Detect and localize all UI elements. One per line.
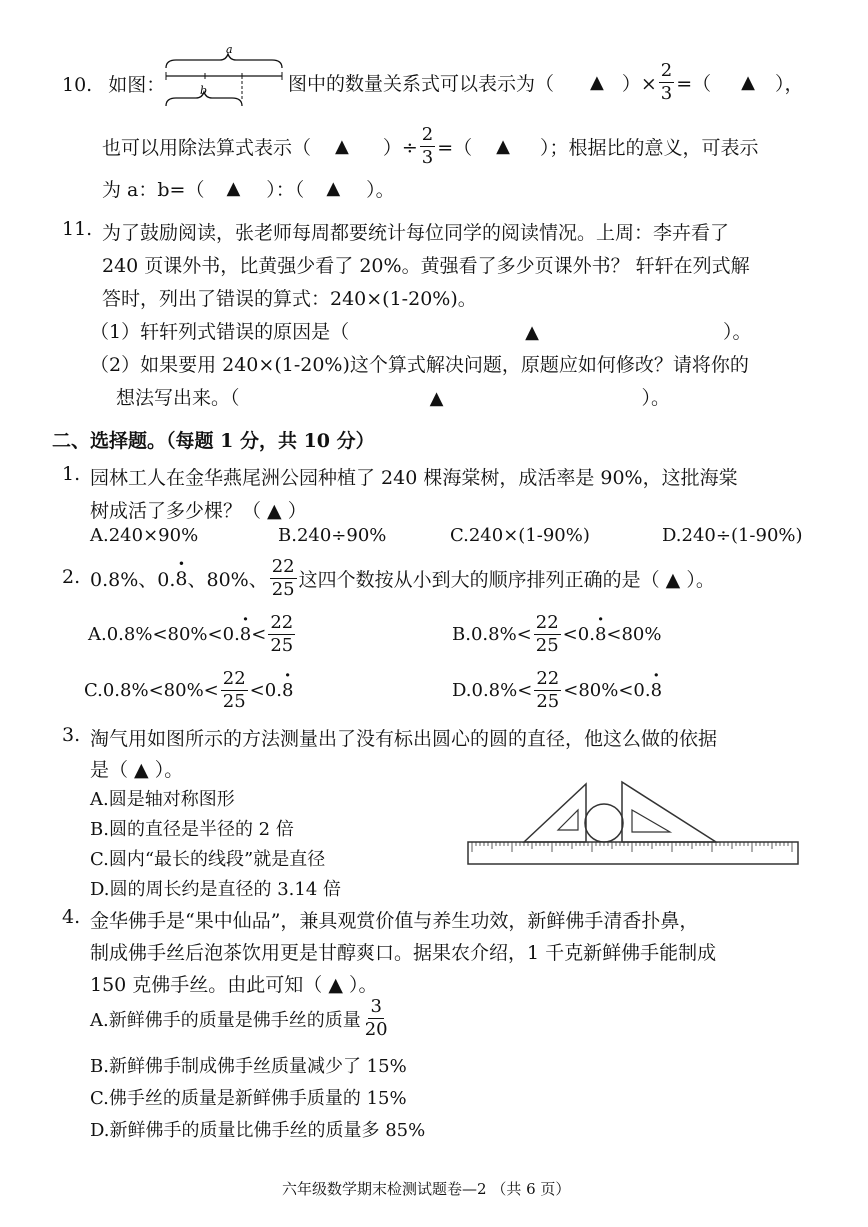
c4-option-b: B.新鲜佛手制成佛手丝质量减少了 15%: [90, 1056, 407, 1077]
q10-line3-end: ）。: [366, 179, 395, 201]
c4-line3: 150 克佛手丝。由此可知（ ▲ ）。: [90, 974, 378, 996]
answer-blank-triangle: ▲: [429, 388, 444, 409]
c3-line2: 是（ ▲ ）。: [90, 759, 184, 781]
q11-number: 11.: [62, 218, 93, 240]
q10-brace-diagram: [160, 42, 284, 116]
c4-option-c: C.佛手丝的质量是新鲜佛手质量的 15%: [90, 1088, 407, 1109]
c3-option-a: A.圆是轴对称图形: [90, 789, 235, 810]
q10-div: ）÷: [382, 137, 418, 159]
c3-option-d: D.圆的周长约是直径的 3.14 倍: [90, 879, 342, 900]
q10-line2-mid: =（: [437, 137, 473, 159]
repeating-decimal-digit: · 8: [175, 568, 187, 590]
q10-number: 10.: [62, 74, 93, 96]
q10-line2-end: ）；根据比的意义，可表示: [540, 137, 759, 159]
page-footer: 六年级数学期末检测试题卷—2 （共 6 页）: [282, 1180, 571, 1198]
q10-line1: [62, 70, 165, 97]
c3-option-c: C.圆内“最长的线段”就是直径: [90, 849, 326, 870]
c4-line2: 制成佛手丝后泡茶饮用更是甘醇爽口。据果农介绍，1 千克新鲜佛手能制成: [90, 942, 717, 964]
fraction-two-thirds: $\frac{2}{3}$: [421, 124, 434, 168]
answer-blank-triangle: ▲: [496, 136, 510, 157]
q10-line3-start: 为 a：b=（: [102, 179, 205, 201]
q11-line3: 答时，列出了错误的算式：240×(1-20%)。: [102, 288, 477, 310]
c1-line1: 园林工人在金华燕尾洲公园种植了 240 棵海棠树，成活率是 90%，这批海棠: [90, 467, 738, 489]
c1-number: 1.: [62, 463, 81, 485]
q10-times: ）×: [621, 73, 657, 95]
c3-number: 3.: [62, 724, 81, 746]
c1-option-b: B.240÷90%: [278, 525, 387, 546]
answer-blank-triangle: ▲: [326, 178, 341, 199]
q10-eq-open: =（: [676, 73, 712, 95]
answer-blank-triangle: ▲: [741, 72, 755, 93]
diagram-label-b: b: [200, 84, 208, 97]
q10-line2-start: 也可以用除法算式表示（: [102, 137, 312, 159]
c1-option-d: D.240÷(1-90%): [662, 525, 803, 546]
answer-blank-triangle: ▲: [226, 178, 241, 199]
c3-line1: 淘气用如图所示的方法测量出了没有标出圆心的圆的直径，他这么做的依据: [90, 728, 718, 750]
c1-option-c: C.240×(1-90%): [450, 525, 590, 546]
set-square-left: [524, 784, 586, 842]
c2-option-b: B.0.8%< $\frac{22}{25}$ <0. · 8 <80%: [452, 612, 661, 657]
c2-option-d: D.0.8%< $\frac{22}{25}$ <80%<0. · 8: [452, 668, 662, 713]
q11-sub1: （1）轩轩列式错误的原因是（ ▲ ）。: [90, 321, 752, 343]
c2-option-a: A.0.8%<80%<0. · 8 < $\frac{22}{25}$: [88, 612, 297, 657]
q10-text-a: 图中的数量关系式可以表示为（: [288, 73, 555, 95]
c4-line1: 金华佛手是“果中仙品”，兼具观赏价值与养生功效，新鲜佛手清香扑鼻，: [90, 910, 699, 932]
fraction-22-25: $\frac{22}{25}$: [271, 556, 295, 600]
answer-blank-triangle: ▲: [335, 136, 349, 157]
q10-line1-rest: [288, 60, 804, 105]
c2-option-c: C.0.8%<80%< $\frac{22}{25}$ <0. · 8: [84, 668, 293, 713]
c2-stem: 0.8%、0. · 8 、80%、 $\frac{22}{25}$ 这四个数按从小到大的顺序排列正确的是（ ▲ ）。: [90, 556, 715, 601]
q11-sub2-line1: （2）如果要用 240×(1-20%)这个算式解决问题，原题应如何修改？请将你的: [90, 354, 749, 376]
answer-blank-triangle: ▲: [525, 322, 539, 343]
q11-sub2-line2: 想法写出来。（ ▲ ）。: [116, 387, 670, 409]
q10-line3-mid: ）：（: [266, 179, 305, 201]
ruler: [468, 842, 798, 864]
fraction-two-thirds: $\frac{2}{3}$: [660, 60, 673, 104]
set-square-right: [622, 782, 716, 842]
diagram-label-a: a: [226, 43, 233, 56]
answer-blank-triangle: ▲: [590, 72, 604, 93]
q11-line1: 为了鼓励阅读，张老师每周都要统计每位同学的阅读情况。上周：李卉看了: [102, 222, 730, 244]
c4-option-a: A.新鲜佛手的质量是佛手丝的质量 $\frac{3}{20}$: [90, 996, 388, 1040]
q10-close1: ），: [775, 73, 804, 95]
q10-line3: [102, 175, 395, 202]
c1-option-a: A.240×90%: [90, 525, 199, 546]
ruler-triangle-circle-figure: [466, 778, 802, 868]
c2-number: 2.: [62, 566, 81, 588]
fraction-3-20: $\frac{3}{20}$: [364, 996, 388, 1040]
q11-line2: 240 页课外书，比黄强少看了 20%。黄强看了多少页课外书？ 轩轩在列式解: [102, 255, 750, 277]
c3-option-b: B.圆的直径是半径的 2 倍: [90, 819, 294, 840]
c1-line2: 树成活了多少棵？（ ▲ ）: [90, 500, 307, 522]
section-title: 二、选择题。（每题 1 分，共 10 分）: [52, 430, 375, 452]
q10-line2: [102, 124, 759, 169]
c4-option-d: D.新鲜佛手的质量比佛手丝的质量多 85%: [90, 1120, 426, 1141]
circle: [585, 804, 623, 842]
q10-lead: 如图：: [108, 74, 166, 96]
c4-number: 4.: [62, 906, 81, 928]
